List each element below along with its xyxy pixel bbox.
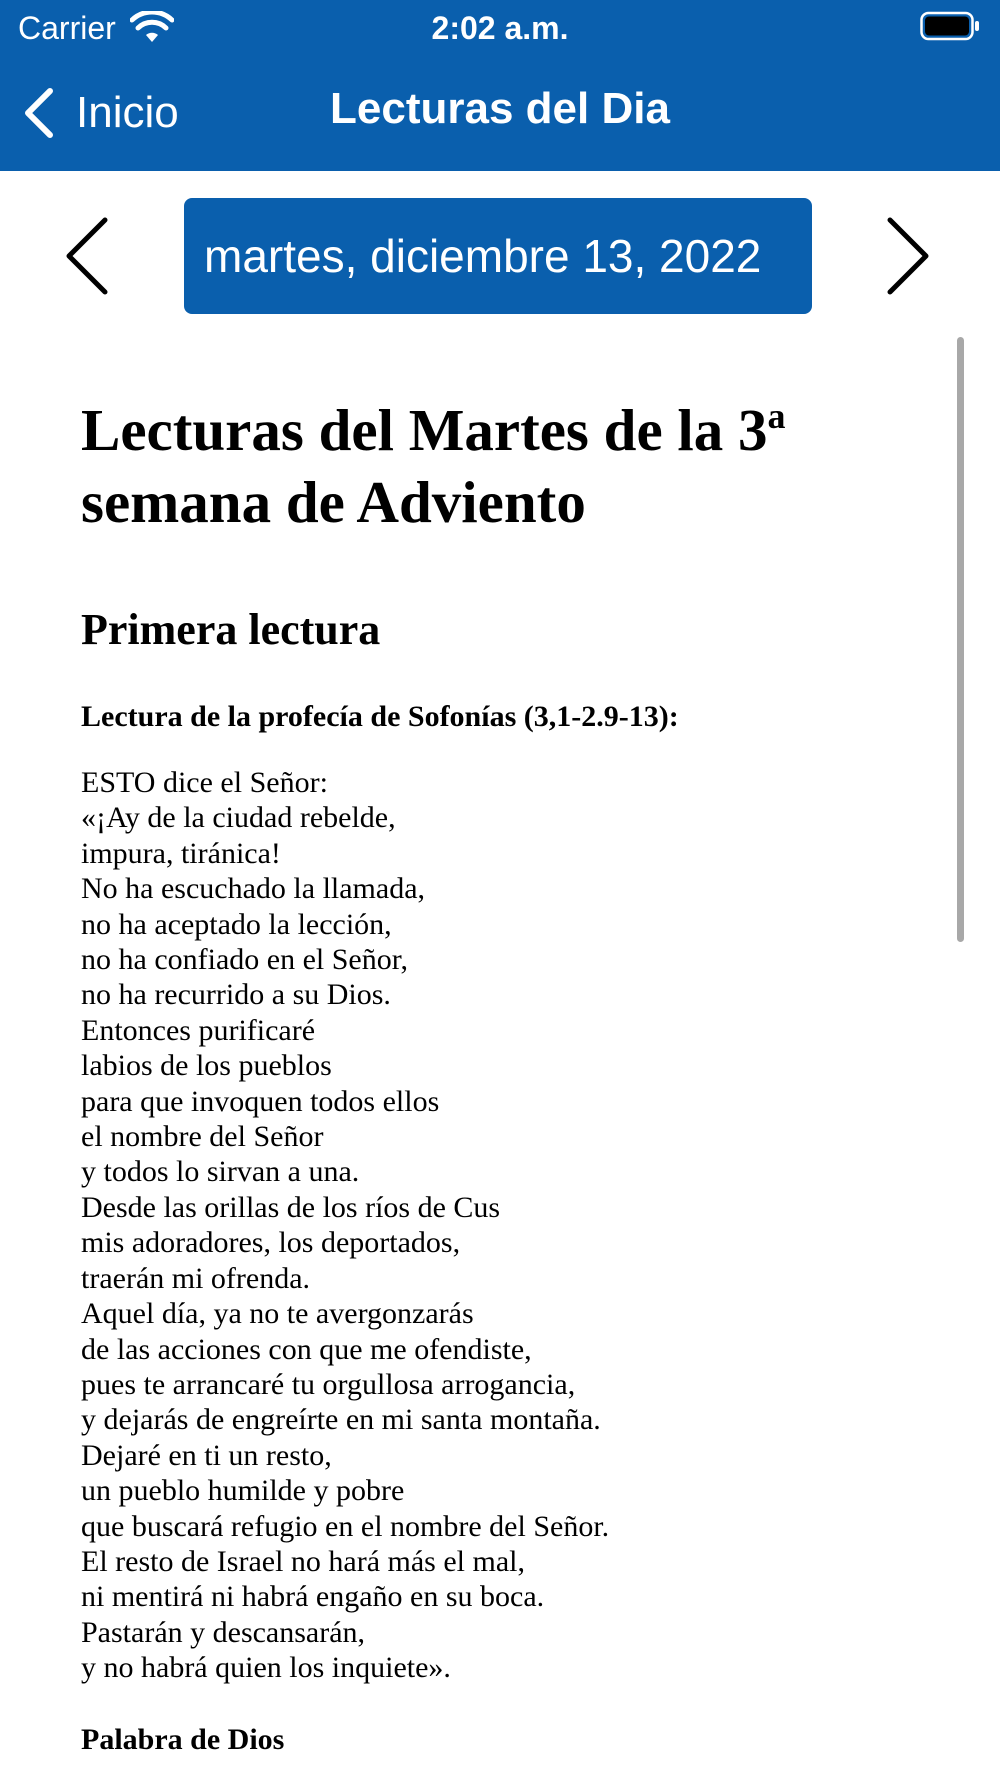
passage-line: labios de los pueblos: [81, 1049, 332, 1083]
battery-icon: [920, 11, 980, 41]
reading-title-main: Lecturas del Martes de la 3: [81, 397, 768, 463]
carrier-label: Carrier: [18, 10, 116, 46]
passage-line: No ha escuchado la llamada,: [81, 872, 426, 906]
passage-line: no ha aceptado la lección,: [81, 907, 392, 941]
passage-line: que buscará refugio en el nombre del Señor.: [81, 1509, 610, 1543]
passage-line: para que invoquen todos ellos: [81, 1084, 440, 1118]
passage-line: de las acciones con que me ofendiste,: [81, 1332, 532, 1366]
reading-closing: Palabra de Dios: [81, 1723, 285, 1756]
passage-line: Desde las orillas de los ríos de Cus: [81, 1190, 501, 1224]
passage-line: el nombre del Señor: [81, 1120, 324, 1154]
scroll-indicator[interactable]: [957, 337, 964, 942]
navigation-bar: [0, 58, 1000, 171]
reading-title-rest: semana de Adviento: [81, 469, 586, 535]
passage-line: impura, tiránica!: [81, 836, 281, 870]
passage-line: Aquel día, ya no te avergonzarás: [81, 1297, 474, 1331]
passage-line: pues te arrancaré tu orgullosa arrogancia,: [81, 1367, 576, 1401]
passage-line: y no habrá quien los inquiete».: [81, 1651, 451, 1685]
next-day-button[interactable]: [884, 216, 930, 296]
passage-line: Pastarán y descansarán,: [81, 1615, 366, 1649]
reading-reference: Lectura de la profecía de Sofonías (3,1-2.9-13):: [81, 700, 679, 733]
date-picker-button[interactable]: martes, diciembre 13, 2022: [184, 198, 812, 314]
passage-line: Dejaré en ti un resto,: [81, 1438, 332, 1472]
reading-title-superscript: a: [767, 396, 786, 436]
passage-line: ESTO dice el Señor:: [81, 766, 328, 799]
passage-line: no ha confiado en el Señor,: [81, 943, 409, 977]
top-bar: [0, 0, 1000, 171]
passage-line: ni mentirá ni habrá engaño en su boca.: [81, 1580, 545, 1614]
passage-line: traerán mi ofrenda.: [81, 1261, 311, 1295]
status-bar: [0, 0, 1000, 58]
passage-line: mis adoradores, los deportados,: [81, 1226, 461, 1260]
passage-line: un pueblo humilde y pobre: [81, 1474, 405, 1508]
back-button-label: Inicio: [76, 88, 179, 137]
passage-line: Entonces purificaré: [81, 1013, 316, 1047]
page-title: Lecturas del Dia: [330, 84, 670, 133]
passage-line: y dejarás de engreírte en mi santa montaña.: [81, 1403, 601, 1437]
date-selector: [0, 171, 1000, 326]
status-time: 2:02 a.m.: [431, 10, 569, 46]
passage-line: y todos lo sirvan a una.: [81, 1155, 360, 1189]
reading-content: [81, 380, 921, 1756]
passage-line: El resto de Israel no hará más el mal,: [81, 1544, 525, 1578]
reading-title: [81, 380, 921, 538]
previous-day-button[interactable]: [65, 216, 111, 296]
reading-passage: [81, 765, 609, 1686]
section-heading: Primera lectura: [81, 605, 381, 654]
passage-line: no ha recurrido a su Dios.: [81, 978, 391, 1012]
passage-line: «¡Ay de la ciudad rebelde,: [81, 801, 396, 835]
